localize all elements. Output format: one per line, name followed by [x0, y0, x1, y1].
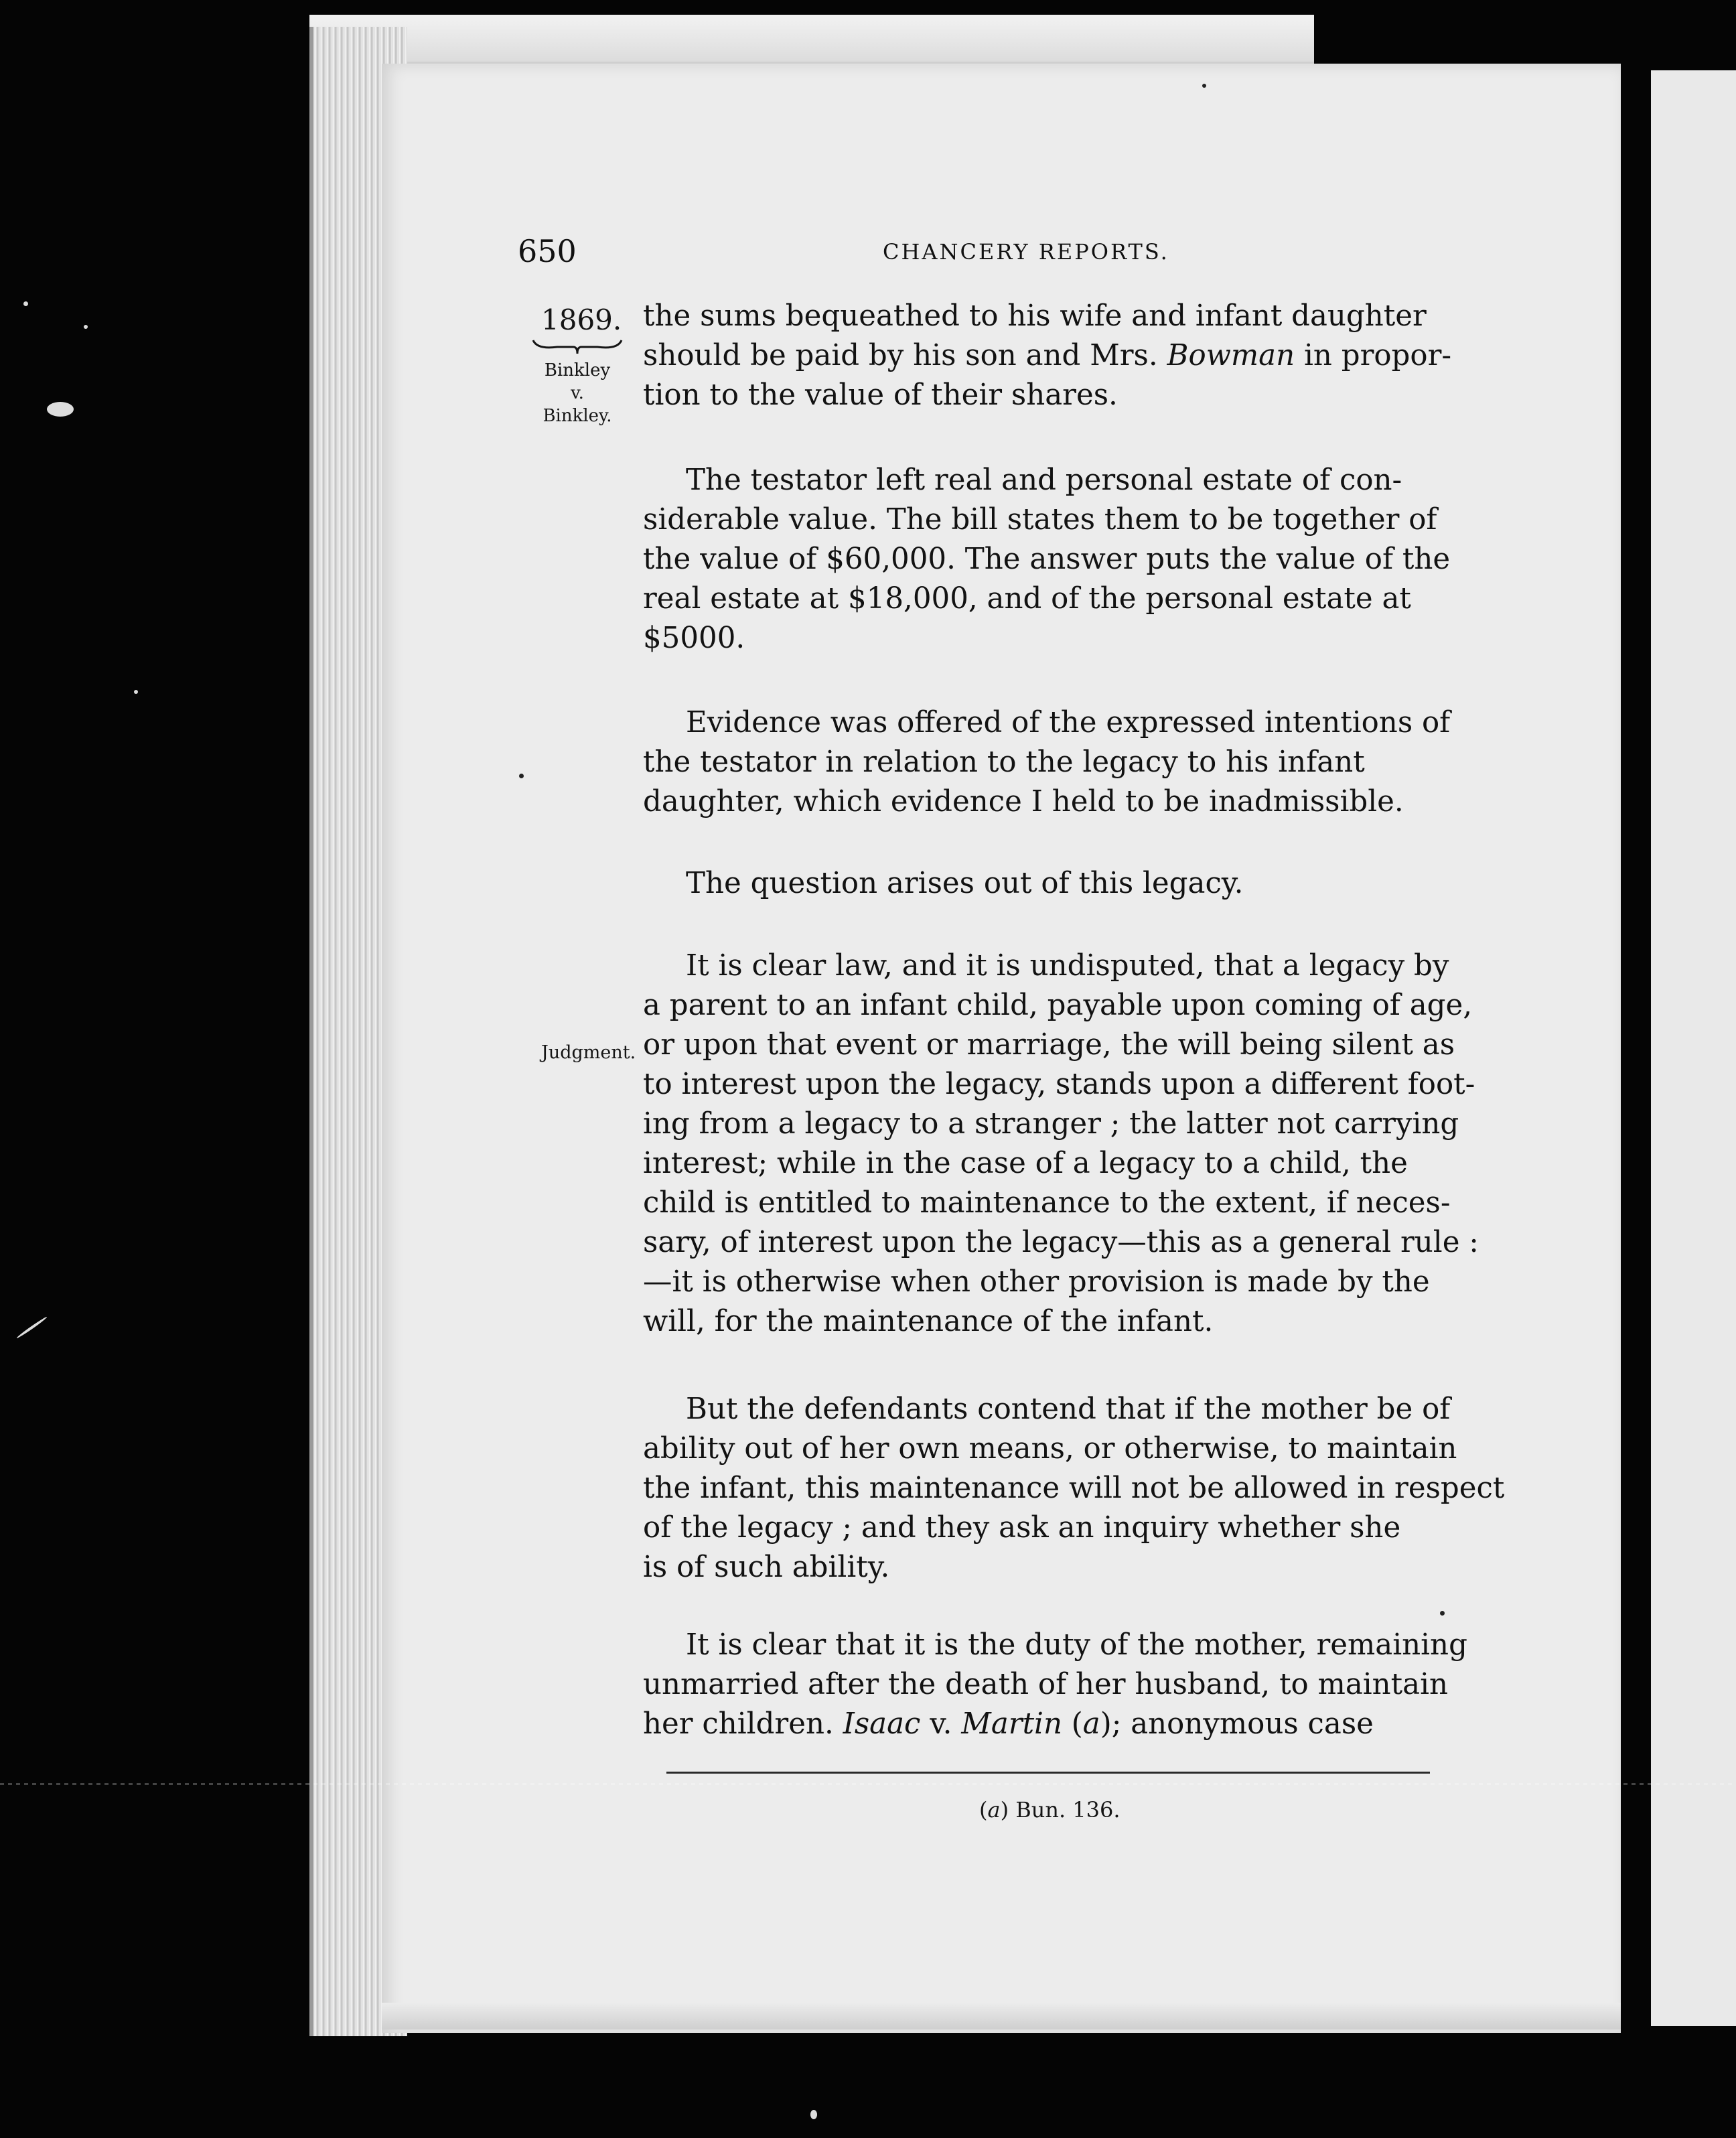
- footnote: (a) Bun. 136.: [979, 1797, 1120, 1823]
- text-line: interest; while in the case of a legacy to a child, the: [643, 1147, 1408, 1180]
- page-speck: [1202, 84, 1206, 88]
- text-line: —it is otherwise when other provision is made by the: [643, 1265, 1430, 1299]
- gutter-shadow: [1621, 64, 1651, 2033]
- page-top-edge: [309, 15, 1314, 64]
- text-line: tion to the value of their shares.: [643, 378, 1118, 412]
- text-run: v.: [920, 1707, 962, 1741]
- text-line: the infant, this maintenance will not be allowed in respect: [643, 1472, 1505, 1505]
- text-line: the testator in relation to the legacy to his infant: [643, 745, 1365, 779]
- text-line: will, for the maintenance of the infant.: [643, 1305, 1214, 1338]
- text-run: (: [1062, 1707, 1083, 1741]
- scan-speck: [810, 2110, 817, 2119]
- text-line: real estate at $18,000, and of the personal estate at: [643, 582, 1411, 616]
- paragraph-3: [643, 703, 1451, 822]
- margin-case-line: Binkley.: [542, 406, 612, 426]
- text-line: the sums bequeathed to his wife and infant daughter: [643, 299, 1427, 333]
- text-line: [643, 336, 1452, 376]
- text-line: $5000.: [643, 622, 745, 655]
- scan-speck: [23, 301, 28, 306]
- margin-brace: [530, 336, 624, 356]
- paragraph-4: [643, 864, 1428, 904]
- margin-case-line: v.: [571, 383, 584, 403]
- text-line: is of such ability.: [643, 1551, 890, 1584]
- paragraph-2: [643, 461, 1451, 658]
- margin-judgment: Judgment.: [541, 1042, 636, 1063]
- italic-case-party: Isaac: [843, 1707, 921, 1741]
- footnote-text: Bun. 136.: [1009, 1797, 1120, 1823]
- text-line: The question arises out of this legacy.: [686, 867, 1244, 900]
- margin-case-name: [530, 359, 624, 427]
- italic-case-party: Martin: [961, 1707, 1062, 1741]
- scan-speck: [84, 325, 88, 329]
- text-run: ); anonymous case: [1100, 1707, 1374, 1741]
- scan-speck: [47, 402, 74, 417]
- paragraph-1: [643, 297, 1452, 415]
- text-line: daughter, which evidence I held to be inadmissible.: [643, 785, 1404, 818]
- margin-year: 1869.: [541, 303, 622, 336]
- running-head: CHANCERY REPORTS.: [883, 239, 1169, 265]
- footnote-marker: a: [987, 1797, 1001, 1823]
- text-line: or upon that event or marriage, the will being silent as: [643, 1028, 1455, 1062]
- text-line: ability out of her own means, or otherwise, to maintain: [643, 1432, 1457, 1466]
- text-line: of the legacy ; and they ask an inquiry whether she: [643, 1511, 1401, 1545]
- text-run: in propor-: [1295, 339, 1452, 372]
- text-line: Evidence was offered of the expressed intentions of: [686, 706, 1451, 739]
- text-line: child is entitled to maintenance to the extent, if neces-: [643, 1186, 1451, 1220]
- text-line: [643, 1705, 1428, 1744]
- text-line: The testator left real and personal estate of con-: [686, 464, 1402, 497]
- paragraph-7: [643, 1626, 1467, 1744]
- italic-name: Bowman: [1167, 339, 1295, 372]
- text-line: It is clear that it is the duty of the mother, remaining: [686, 1628, 1467, 1662]
- text-run: should be paid by his son and Mrs.: [643, 339, 1167, 372]
- facing-page-edge: [1651, 70, 1736, 2026]
- text-line: siderable value. The bill states them to be together of: [643, 503, 1437, 537]
- paragraph-6: [643, 1390, 1505, 1587]
- text-run: her children.: [643, 1707, 843, 1741]
- page-speck: [1440, 1611, 1445, 1616]
- text-line: a parent to an infant child, payable upon coming of age,: [643, 989, 1473, 1022]
- margin-case-line: Binkley: [544, 360, 611, 380]
- page-bottom-edge: [382, 2003, 1621, 2029]
- text-line: sary, of interest upon the legacy—this as a general rule :: [643, 1226, 1479, 1259]
- page-number: 650: [518, 233, 577, 269]
- page-speck: [519, 774, 524, 778]
- scan-artifact-line: [0, 1783, 1736, 1785]
- text-line: But the defendants contend that if the mother be of: [686, 1393, 1451, 1426]
- paragraph-5: [643, 946, 1479, 1342]
- text-line: It is clear law, and it is undisputed, that a legacy by: [686, 949, 1449, 983]
- scan-speck: [16, 1316, 48, 1340]
- text-line: unmarried after the death of her husband, to maintain: [643, 1668, 1449, 1701]
- footnote-rule: [666, 1772, 1430, 1774]
- scan-speck: [134, 690, 138, 694]
- text-line: the value of $60,000. The answer puts the value of the: [643, 543, 1451, 576]
- text-line: to interest upon the legacy, stands upon a different foot-: [643, 1068, 1475, 1101]
- text-line: ing from a legacy to a stranger ; the latter not carrying: [643, 1107, 1459, 1141]
- footnote-marker: a: [1082, 1707, 1100, 1741]
